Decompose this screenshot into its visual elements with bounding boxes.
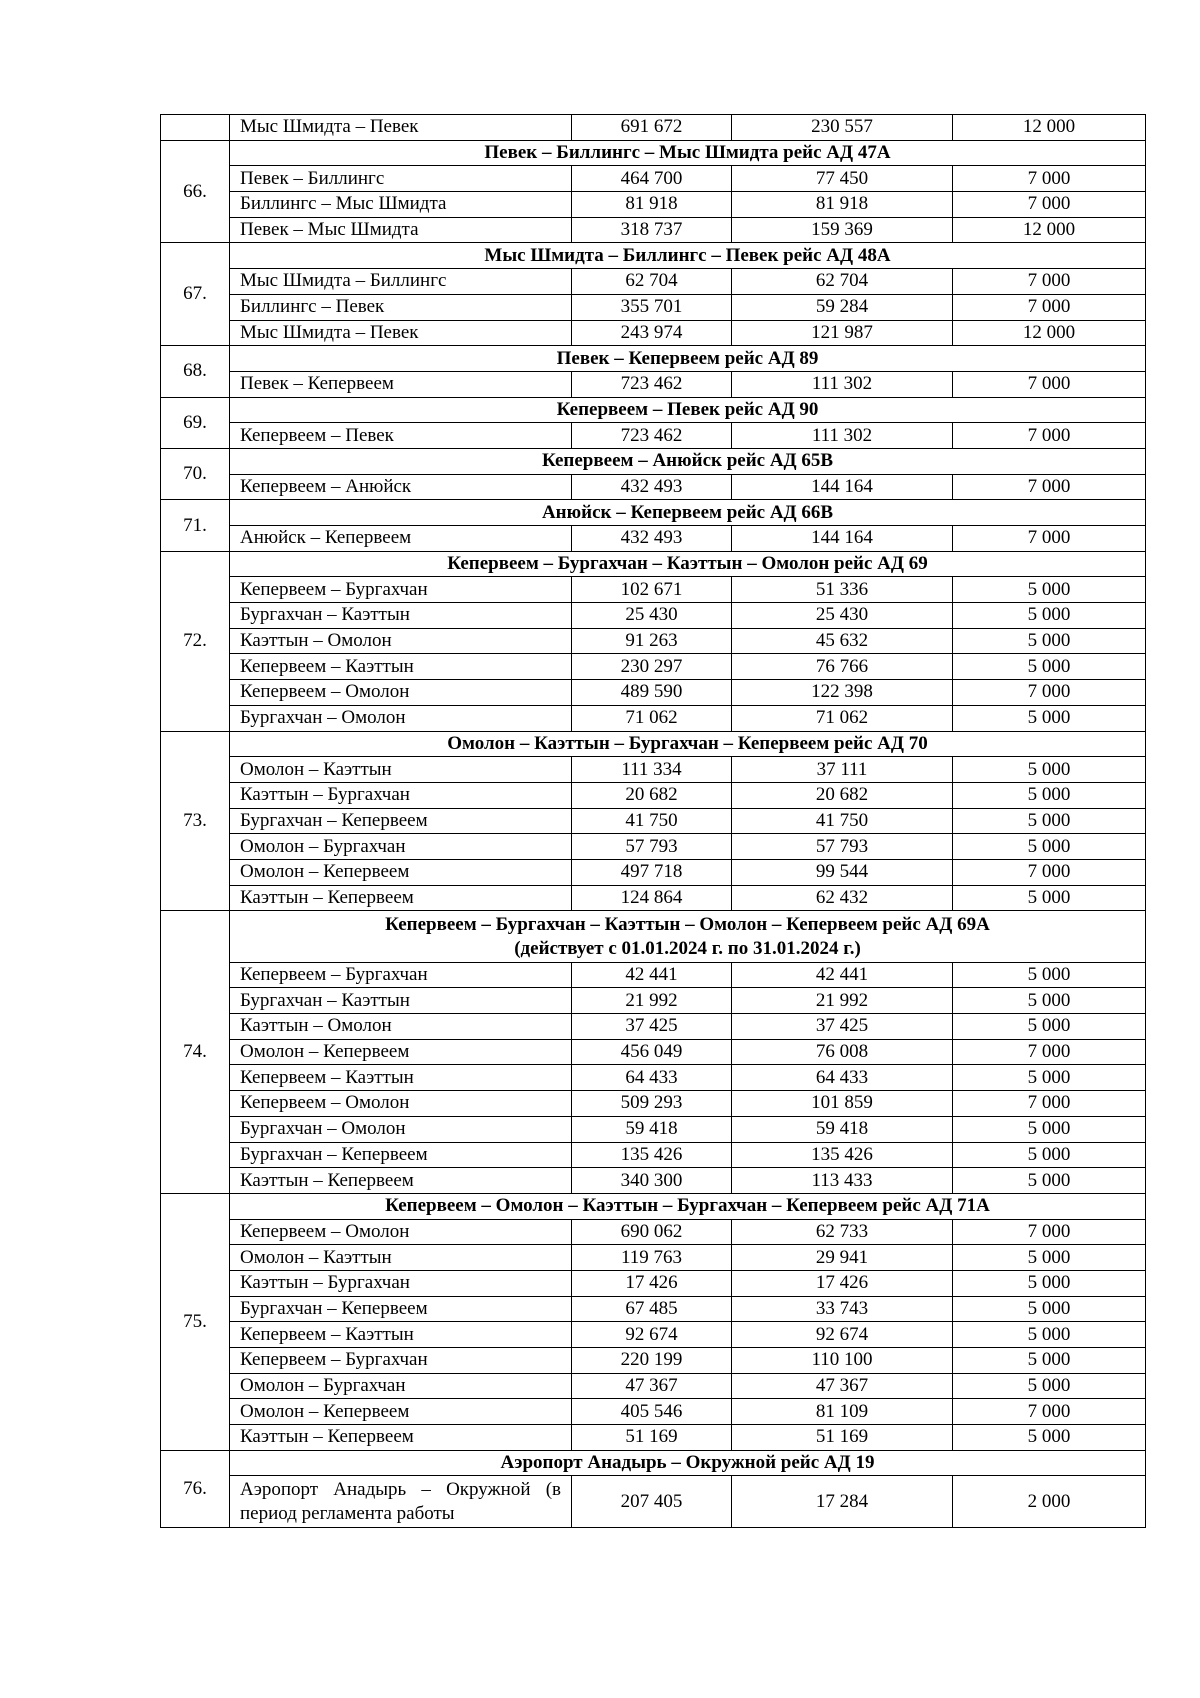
route-cell: Биллингс – Певек bbox=[230, 294, 572, 320]
tariff-table bbox=[160, 114, 1146, 1528]
table-row bbox=[161, 217, 1146, 243]
value-3-cell: 7 000 bbox=[953, 166, 1146, 192]
value-1-cell: 220 199 bbox=[572, 1348, 732, 1374]
value-1-cell: 67 485 bbox=[572, 1296, 732, 1322]
value-3-cell: 7 000 bbox=[953, 1399, 1146, 1425]
value-1-cell: 243 974 bbox=[572, 320, 732, 346]
value-1-cell: 340 300 bbox=[572, 1168, 732, 1194]
value-3-cell: 7 000 bbox=[953, 1039, 1146, 1065]
value-2-cell: 71 062 bbox=[732, 705, 953, 731]
route-cell: Бургахчан – Кепервеем bbox=[230, 808, 572, 834]
group-number: 66. bbox=[161, 140, 230, 243]
group-header-row bbox=[161, 911, 1146, 962]
table-row bbox=[161, 1245, 1146, 1271]
value-2-cell: 17 426 bbox=[732, 1270, 953, 1296]
value-1-cell: 497 718 bbox=[572, 859, 732, 885]
route-cell: Бургахчан – Омолон bbox=[230, 705, 572, 731]
value-3-cell: 5 000 bbox=[953, 1425, 1146, 1451]
value-2-cell: 122 398 bbox=[732, 680, 953, 706]
route-cell: Кепервеем – Омолон bbox=[230, 1091, 572, 1117]
value-1-cell: 47 367 bbox=[572, 1373, 732, 1399]
route-cell: Бургахчан – Омолон bbox=[230, 1116, 572, 1142]
table-row bbox=[161, 294, 1146, 320]
route-cell: Омолон – Кепервеем bbox=[230, 1399, 572, 1425]
route-cell: Бургахчан – Каэттын bbox=[230, 988, 572, 1014]
value-3-cell: 5 000 bbox=[953, 1245, 1146, 1271]
flight-header bbox=[230, 448, 1146, 474]
table-row bbox=[161, 1219, 1146, 1245]
flight-header bbox=[230, 397, 1146, 423]
flight-header-line: Кепервеем – Омолон – Каэттын – Бургахчан – Кепервеем рейс АД 71А bbox=[385, 1195, 990, 1217]
value-2-cell: 110 100 bbox=[732, 1348, 953, 1374]
table-row bbox=[161, 269, 1146, 295]
value-1-cell: 57 793 bbox=[572, 834, 732, 860]
route-cell: Кепервеем – Каэттын bbox=[230, 654, 572, 680]
value-3-cell: 5 000 bbox=[953, 577, 1146, 603]
table-row bbox=[161, 988, 1146, 1014]
value-2-cell: 57 793 bbox=[732, 834, 953, 860]
value-2-cell: 47 367 bbox=[732, 1373, 953, 1399]
value-3-cell: 5 000 bbox=[953, 1296, 1146, 1322]
value-2-cell: 33 743 bbox=[732, 1296, 953, 1322]
value-3-cell: 5 000 bbox=[953, 628, 1146, 654]
value-2-cell: 17 284 bbox=[732, 1476, 953, 1527]
table-row bbox=[161, 1091, 1146, 1117]
value-1-cell: 59 418 bbox=[572, 1116, 732, 1142]
group-header-row bbox=[161, 1193, 1146, 1219]
table-row bbox=[161, 192, 1146, 218]
route-cell: Омолон – Каэттын bbox=[230, 1245, 572, 1271]
table-row bbox=[161, 1399, 1146, 1425]
flight-header bbox=[230, 911, 1146, 962]
value-1-cell: 509 293 bbox=[572, 1091, 732, 1117]
value-3-cell: 5 000 bbox=[953, 757, 1146, 783]
value-2-cell: 62 733 bbox=[732, 1219, 953, 1245]
table-row bbox=[161, 859, 1146, 885]
table-row bbox=[161, 782, 1146, 808]
value-3-cell: 7 000 bbox=[953, 371, 1146, 397]
value-2-cell: 29 941 bbox=[732, 1245, 953, 1271]
value-1-cell: 17 426 bbox=[572, 1270, 732, 1296]
flight-header-line: Кепервеем – Бургахчан – Каэттын – Омолон – Кепервеем рейс АД 69А bbox=[385, 913, 990, 935]
value-3-cell: 7 000 bbox=[953, 474, 1146, 500]
group-number: 68. bbox=[161, 346, 230, 397]
route-cell: Омолон – Бургахчан bbox=[230, 834, 572, 860]
table-row bbox=[161, 1425, 1146, 1451]
flight-header-line: Певек – Биллингс – Мыс Шмидта рейс АД 47А bbox=[484, 142, 891, 164]
value-3-cell: 5 000 bbox=[953, 834, 1146, 860]
table-row bbox=[161, 166, 1146, 192]
flight-header bbox=[230, 551, 1146, 577]
value-1-cell: 456 049 bbox=[572, 1039, 732, 1065]
table-row bbox=[161, 680, 1146, 706]
value-2-cell: 51 336 bbox=[732, 577, 953, 603]
flight-header bbox=[230, 731, 1146, 757]
value-2-cell: 144 164 bbox=[732, 474, 953, 500]
value-3-cell: 5 000 bbox=[953, 962, 1146, 988]
table-row bbox=[161, 705, 1146, 731]
value-1-cell: 64 433 bbox=[572, 1065, 732, 1091]
value-1-cell: 207 405 bbox=[572, 1476, 732, 1527]
route-cell: Кепервеем – Певек bbox=[230, 423, 572, 449]
value-1-cell: 41 750 bbox=[572, 808, 732, 834]
value-2-cell: 64 433 bbox=[732, 1065, 953, 1091]
route-cell: Аэропорт Анадырь – Окружной (в период регламента работы bbox=[230, 1476, 572, 1527]
group-header-row bbox=[161, 346, 1146, 372]
group-number: 76. bbox=[161, 1450, 230, 1527]
route-cell: Бургахчан – Каэттын bbox=[230, 603, 572, 629]
route-cell: Кепервеем – Анюйск bbox=[230, 474, 572, 500]
value-1-cell: 432 493 bbox=[572, 526, 732, 552]
table-row bbox=[161, 474, 1146, 500]
table-row bbox=[161, 1168, 1146, 1194]
value-3-cell: 12 000 bbox=[953, 115, 1146, 141]
flight-header-line: Кепервеем – Певек рейс АД 90 bbox=[556, 398, 819, 420]
flight-header-line: Кепервеем – Анюйск рейс АД 65В bbox=[541, 450, 834, 472]
value-3-cell: 5 000 bbox=[953, 1373, 1146, 1399]
value-3-cell: 5 000 bbox=[953, 808, 1146, 834]
value-3-cell: 5 000 bbox=[953, 1168, 1146, 1194]
value-3-cell: 7 000 bbox=[953, 1219, 1146, 1245]
group-header-row bbox=[161, 1450, 1146, 1476]
table-row bbox=[161, 1322, 1146, 1348]
group-number: 72. bbox=[161, 551, 230, 731]
route-cell: Каэттын – Кепервеем bbox=[230, 1168, 572, 1194]
flight-header bbox=[230, 1193, 1146, 1219]
group-number: 74. bbox=[161, 911, 230, 1194]
route-cell: Биллингс – Мыс Шмидта bbox=[230, 192, 572, 218]
value-1-cell: 405 546 bbox=[572, 1399, 732, 1425]
value-1-cell: 21 992 bbox=[572, 988, 732, 1014]
value-3-cell: 5 000 bbox=[953, 705, 1146, 731]
route-cell: Кепервеем – Каэттын bbox=[230, 1322, 572, 1348]
route-cell: Бургахчан – Кепервеем bbox=[230, 1142, 572, 1168]
value-1-cell: 432 493 bbox=[572, 474, 732, 500]
value-1-cell: 62 704 bbox=[572, 269, 732, 295]
value-2-cell: 42 441 bbox=[732, 962, 953, 988]
value-1-cell: 92 674 bbox=[572, 1322, 732, 1348]
table-row bbox=[161, 1373, 1146, 1399]
value-3-cell: 7 000 bbox=[953, 269, 1146, 295]
value-3-cell: 7 000 bbox=[953, 680, 1146, 706]
table-row bbox=[161, 885, 1146, 911]
value-1-cell: 102 671 bbox=[572, 577, 732, 603]
value-2-cell: 59 284 bbox=[732, 294, 953, 320]
group-number: 71. bbox=[161, 500, 230, 551]
table-row bbox=[161, 628, 1146, 654]
flight-header-line: Омолон – Каэттын – Бургахчан – Кепервеем рейс АД 70 bbox=[447, 732, 928, 754]
value-3-cell: 12 000 bbox=[953, 217, 1146, 243]
value-2-cell: 81 918 bbox=[732, 192, 953, 218]
value-1-cell: 81 918 bbox=[572, 192, 732, 218]
value-3-cell: 5 000 bbox=[953, 1142, 1146, 1168]
value-1-cell: 355 701 bbox=[572, 294, 732, 320]
flight-header-line: Кепервеем – Бургахчан – Каэттын – Омолон рейс АД 69 bbox=[447, 553, 928, 575]
table-row bbox=[161, 757, 1146, 783]
value-3-cell: 5 000 bbox=[953, 1322, 1146, 1348]
flight-header-line: Аэропорт Анадырь – Окружной рейс АД 19 bbox=[500, 1452, 875, 1474]
flight-header bbox=[230, 243, 1146, 269]
value-1-cell: 119 763 bbox=[572, 1245, 732, 1271]
table-row bbox=[161, 603, 1146, 629]
table-row bbox=[161, 1270, 1146, 1296]
table-row bbox=[161, 1476, 1146, 1527]
value-1-cell: 723 462 bbox=[572, 423, 732, 449]
tariff-table-body bbox=[161, 115, 1146, 1528]
table-row bbox=[161, 834, 1146, 860]
value-2-cell: 62 432 bbox=[732, 885, 953, 911]
value-1-cell: 25 430 bbox=[572, 603, 732, 629]
value-2-cell: 45 632 bbox=[732, 628, 953, 654]
value-1-cell: 71 062 bbox=[572, 705, 732, 731]
group-number: 73. bbox=[161, 731, 230, 911]
table-row bbox=[161, 654, 1146, 680]
route-cell: Мыс Шмидта – Певек bbox=[230, 320, 572, 346]
route-cell: Бургахчан – Кепервеем bbox=[230, 1296, 572, 1322]
flight-header bbox=[230, 500, 1146, 526]
value-2-cell: 77 450 bbox=[732, 166, 953, 192]
group-number: 75. bbox=[161, 1193, 230, 1450]
value-2-cell: 21 992 bbox=[732, 988, 953, 1014]
value-3-cell: 5 000 bbox=[953, 782, 1146, 808]
group-header-row bbox=[161, 140, 1146, 166]
route-cell: Кепервеем – Омолон bbox=[230, 1219, 572, 1245]
route-cell: Кепервеем – Бургахчан bbox=[230, 577, 572, 603]
value-3-cell: 5 000 bbox=[953, 988, 1146, 1014]
value-2-cell: 76 766 bbox=[732, 654, 953, 680]
table-row bbox=[161, 371, 1146, 397]
route-cell: Певек – Мыс Шмидта bbox=[230, 217, 572, 243]
value-1-cell: 37 425 bbox=[572, 1014, 732, 1040]
route-cell: Кепервеем – Каэттын bbox=[230, 1065, 572, 1091]
table-row bbox=[161, 115, 1146, 141]
route-cell: Омолон – Кепервеем bbox=[230, 859, 572, 885]
flight-header-line: (действует с 01.01.2024 г. по 31.01.2024 г.) bbox=[514, 937, 861, 959]
value-2-cell: 135 426 bbox=[732, 1142, 953, 1168]
table-row bbox=[161, 577, 1146, 603]
route-cell: Каэттын – Бургахчан bbox=[230, 1270, 572, 1296]
group-number: 67. bbox=[161, 243, 230, 346]
value-3-cell: 5 000 bbox=[953, 1348, 1146, 1374]
value-3-cell: 12 000 bbox=[953, 320, 1146, 346]
route-cell: Омолон – Кепервеем bbox=[230, 1039, 572, 1065]
group-header-row bbox=[161, 397, 1146, 423]
table-row bbox=[161, 1296, 1146, 1322]
value-1-cell: 124 864 bbox=[572, 885, 732, 911]
route-cell: Мыс Шмидта – Биллингс bbox=[230, 269, 572, 295]
group-number: 70. bbox=[161, 448, 230, 499]
value-2-cell: 111 302 bbox=[732, 423, 953, 449]
value-2-cell: 92 674 bbox=[732, 1322, 953, 1348]
route-cell: Каэттын – Омолон bbox=[230, 1014, 572, 1040]
value-3-cell: 5 000 bbox=[953, 1014, 1146, 1040]
value-2-cell: 230 557 bbox=[732, 115, 953, 141]
table-row bbox=[161, 808, 1146, 834]
value-2-cell: 51 169 bbox=[732, 1425, 953, 1451]
value-3-cell: 2 000 bbox=[953, 1476, 1146, 1527]
value-1-cell: 91 263 bbox=[572, 628, 732, 654]
value-1-cell: 690 062 bbox=[572, 1219, 732, 1245]
value-1-cell: 135 426 bbox=[572, 1142, 732, 1168]
group-header-row bbox=[161, 731, 1146, 757]
flight-header-line: Мыс Шмидта – Биллингс – Певек рейс АД 48А bbox=[484, 244, 891, 266]
value-1-cell: 489 590 bbox=[572, 680, 732, 706]
table-row bbox=[161, 1065, 1146, 1091]
flight-header bbox=[230, 346, 1146, 372]
value-1-cell: 464 700 bbox=[572, 166, 732, 192]
value-2-cell: 37 111 bbox=[732, 757, 953, 783]
value-3-cell: 5 000 bbox=[953, 1116, 1146, 1142]
group-header-row bbox=[161, 448, 1146, 474]
table-row bbox=[161, 320, 1146, 346]
value-2-cell: 159 369 bbox=[732, 217, 953, 243]
route-cell: Омолон – Каэттын bbox=[230, 757, 572, 783]
value-2-cell: 25 430 bbox=[732, 603, 953, 629]
value-2-cell: 76 008 bbox=[732, 1039, 953, 1065]
route-cell: Каэттын – Бургахчан bbox=[230, 782, 572, 808]
flight-header-line: Анюйск – Кепервеем рейс АД 66В bbox=[541, 501, 834, 523]
route-cell: Анюйск – Кепервеем bbox=[230, 526, 572, 552]
value-3-cell: 5 000 bbox=[953, 1065, 1146, 1091]
value-1-cell: 723 462 bbox=[572, 371, 732, 397]
group-header-row bbox=[161, 500, 1146, 526]
route-cell: Кепервеем – Бургахчан bbox=[230, 962, 572, 988]
route-cell: Омолон – Бургахчан bbox=[230, 1373, 572, 1399]
route-cell: Кепервеем – Омолон bbox=[230, 680, 572, 706]
table-row bbox=[161, 1142, 1146, 1168]
value-2-cell: 113 433 bbox=[732, 1168, 953, 1194]
value-2-cell: 37 425 bbox=[732, 1014, 953, 1040]
row-number-cell bbox=[161, 115, 230, 141]
value-2-cell: 144 164 bbox=[732, 526, 953, 552]
value-2-cell: 101 859 bbox=[732, 1091, 953, 1117]
value-2-cell: 111 302 bbox=[732, 371, 953, 397]
value-2-cell: 62 704 bbox=[732, 269, 953, 295]
value-3-cell: 7 000 bbox=[953, 1091, 1146, 1117]
route-cell: Певек – Биллингс bbox=[230, 166, 572, 192]
value-2-cell: 99 544 bbox=[732, 859, 953, 885]
value-3-cell: 5 000 bbox=[953, 1270, 1146, 1296]
table-row bbox=[161, 1014, 1146, 1040]
value-3-cell: 5 000 bbox=[953, 603, 1146, 629]
value-2-cell: 41 750 bbox=[732, 808, 953, 834]
table-row bbox=[161, 526, 1146, 552]
table-row bbox=[161, 962, 1146, 988]
value-1-cell: 230 297 bbox=[572, 654, 732, 680]
table-row bbox=[161, 1039, 1146, 1065]
flight-header bbox=[230, 140, 1146, 166]
group-header-row bbox=[161, 551, 1146, 577]
value-2-cell: 81 109 bbox=[732, 1399, 953, 1425]
table-row bbox=[161, 1348, 1146, 1374]
value-1-cell: 318 737 bbox=[572, 217, 732, 243]
group-header-row bbox=[161, 243, 1146, 269]
flight-header-line: Певек – Кепервеем рейс АД 89 bbox=[556, 347, 819, 369]
route-cell: Каэттын – Кепервеем bbox=[230, 1425, 572, 1451]
table-row bbox=[161, 1116, 1146, 1142]
value-3-cell: 7 000 bbox=[953, 192, 1146, 218]
value-3-cell: 5 000 bbox=[953, 885, 1146, 911]
group-number: 69. bbox=[161, 397, 230, 448]
value-1-cell: 42 441 bbox=[572, 962, 732, 988]
value-3-cell: 7 000 bbox=[953, 423, 1146, 449]
route-cell: Кепервеем – Бургахчан bbox=[230, 1348, 572, 1374]
route-cell: Каэттын – Омолон bbox=[230, 628, 572, 654]
value-3-cell: 7 000 bbox=[953, 859, 1146, 885]
flight-header bbox=[230, 1450, 1146, 1476]
value-3-cell: 7 000 bbox=[953, 526, 1146, 552]
route-cell: Мыс Шмидта – Певек bbox=[230, 115, 572, 141]
route-cell: Певек – Кепервеем bbox=[230, 371, 572, 397]
value-1-cell: 51 169 bbox=[572, 1425, 732, 1451]
value-3-cell: 5 000 bbox=[953, 654, 1146, 680]
value-2-cell: 59 418 bbox=[732, 1116, 953, 1142]
value-2-cell: 121 987 bbox=[732, 320, 953, 346]
value-1-cell: 20 682 bbox=[572, 782, 732, 808]
route-cell: Каэттын – Кепервеем bbox=[230, 885, 572, 911]
value-2-cell: 20 682 bbox=[732, 782, 953, 808]
value-1-cell: 111 334 bbox=[572, 757, 732, 783]
value-3-cell: 7 000 bbox=[953, 294, 1146, 320]
table-row bbox=[161, 423, 1146, 449]
value-1-cell: 691 672 bbox=[572, 115, 732, 141]
